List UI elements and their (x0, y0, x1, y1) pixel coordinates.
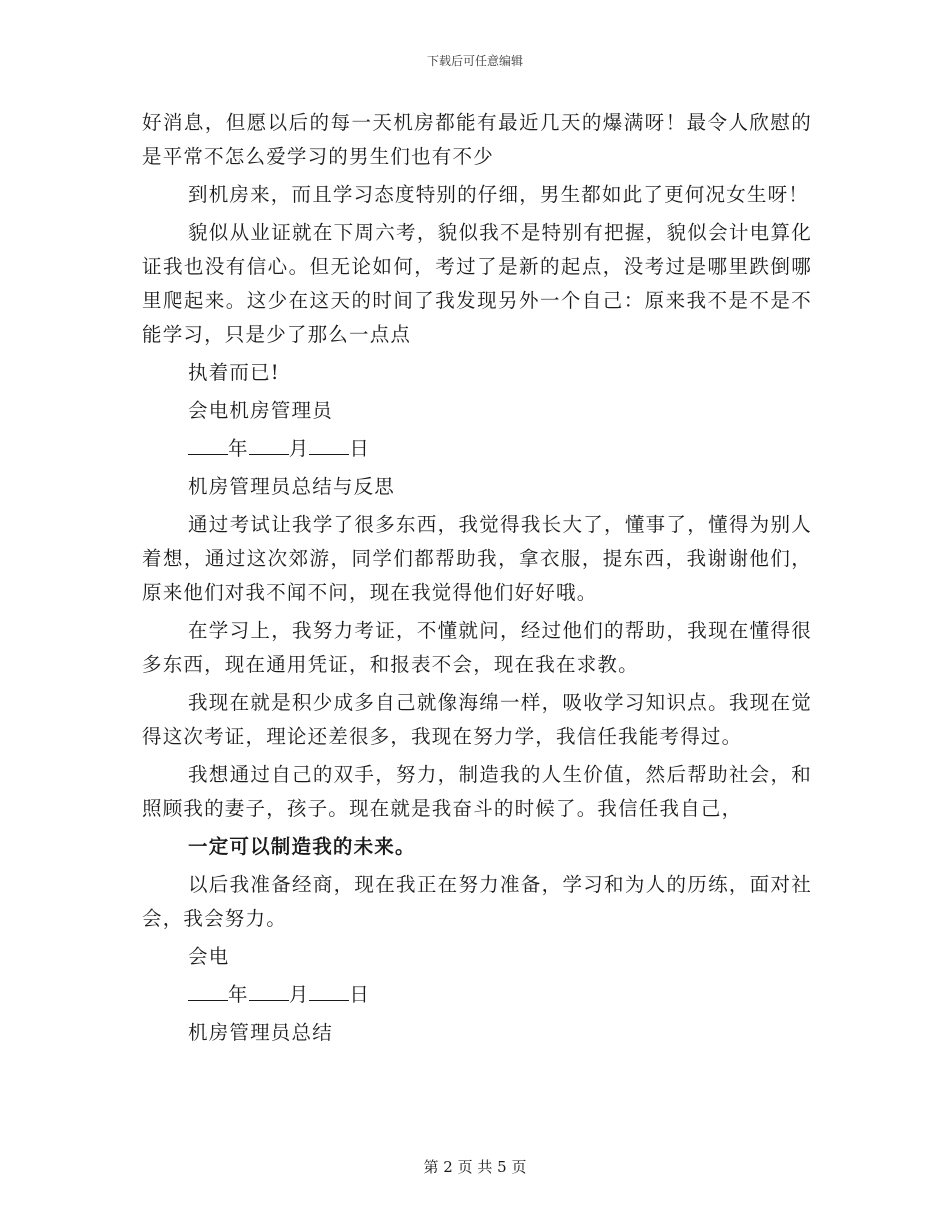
paragraph-4: 执着而已! (188, 361, 280, 384)
paragraph-12: 以后我准备经商，现在我正在努力准备，学习和为人的历练，面对社会，我会努力。 (142, 873, 812, 930)
date-line-2 (142, 978, 812, 1012)
paragraph-7: 通过考试让我学了很多东西，我觉得我长大了，懂事了，懂得为别人着想，通过这次郊游，同学们都帮助我，拿衣服，提东西，我谢谢他们，原来他们对我不闻不问，现在我觉得他们好好哦。 (142, 513, 812, 604)
section-title-2: 机房管理员总结 (188, 1021, 333, 1044)
date-blank-month (249, 978, 289, 1001)
date-line-1 (142, 432, 812, 466)
signature-2: 会电 (188, 945, 230, 968)
date-blank-day (309, 432, 349, 455)
paragraph-11-bold: 一定可以制造我的未来。 (188, 835, 416, 858)
paragraph-9: 我现在就是积少成多自己就像海绵一样，吸收学习知识点。我现在觉得这次考证，理论还差很多，我现在努力学，我信任我能考得过。 (142, 691, 812, 748)
date-month-label: 月 (288, 437, 310, 460)
page-footer-number: 第 2 页 共 5 页 (423, 1158, 527, 1176)
date-blank-month (249, 432, 289, 455)
date-day-label: 日 (349, 983, 371, 1006)
date-blank-year (188, 432, 228, 455)
signature-1: 会电机房管理员 (188, 399, 333, 422)
paragraph-2: 到机房来，而且学习态度特别的仔细，男生都如此了更何况女生呀！ (188, 183, 810, 206)
date-blank-year (188, 978, 228, 1001)
date-blank-day (309, 978, 349, 1001)
document-body (142, 106, 812, 1050)
page-header-note: 下载后可任意编辑 (426, 54, 523, 68)
paragraph-8: 在学习上，我努力考证，不懂就问，经过他们的帮助，我现在懂得很多东西，现在通用凭证，和报表不会，现在我在求教。 (142, 619, 812, 676)
paragraph-10: 我想通过自己的双手，努力，制造我的人生价值，然后帮助社会，和照顾我的妻子，孩子。现在就是我奋斗的时候了。我信任我自己， (142, 763, 812, 820)
date-year-label: 年 (228, 983, 249, 1006)
date-year-label: 年 (228, 437, 249, 460)
date-day-label: 日 (349, 437, 371, 460)
section-title-1: 机房管理员总结与反思 (188, 475, 396, 498)
paragraph-3: 貌似从业证就在下周六考，貌似我不是特别有把握，貌似会计电算化证我也没有信心。但无论如何，考过了是新的起点，没考过是哪里跌倒哪里爬起来。这少在这天的时间了我发现另外一个自己：原来我不是不是不能学习，只是少了那么一点点 (142, 221, 812, 346)
date-month-label: 月 (288, 983, 310, 1006)
paragraph-1: 好消息，但愿以后的每一天机房都能有最近几天的爆满呀！最令人欣慰的是平常不怎么爱学习的男生们也有不少 (142, 111, 812, 168)
